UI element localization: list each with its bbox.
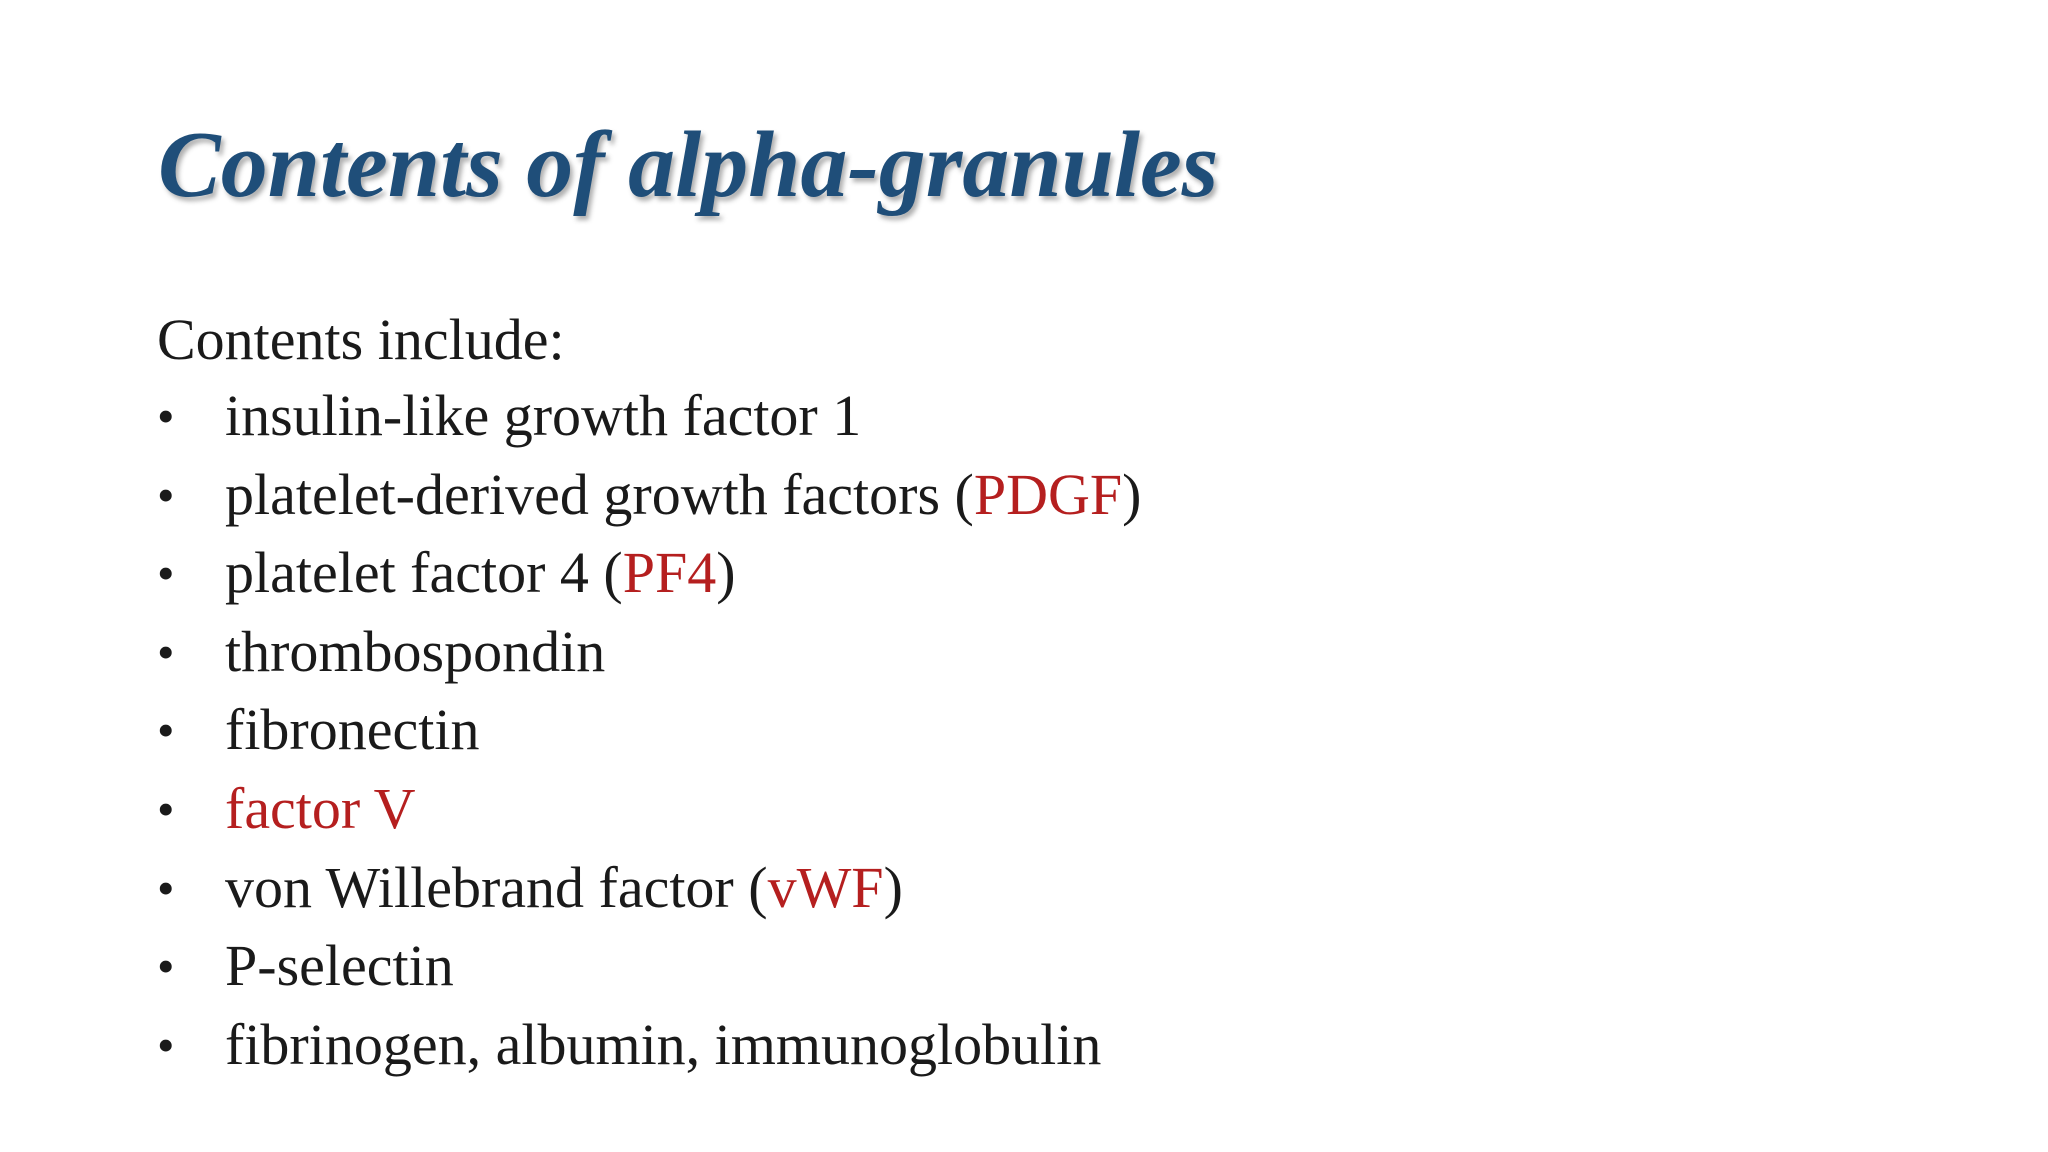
bullet-text bbox=[225, 775, 416, 843]
bullet-icon: • bbox=[157, 859, 175, 916]
bullet-icon: • bbox=[157, 466, 175, 523]
text-segment: ) bbox=[883, 854, 903, 920]
slide-title: Contents of alpha-granules bbox=[158, 113, 1219, 217]
bullet-icon: • bbox=[157, 938, 175, 995]
text-segment: insulin-like growth factor 1 bbox=[225, 383, 862, 448]
intro-text: Contents include: bbox=[157, 307, 565, 372]
text-segment: platelet-derived growth factors ( bbox=[225, 461, 974, 527]
text-segment: fibrinogen, albumin, immunoglobulin bbox=[225, 1011, 1102, 1077]
bullet-text bbox=[225, 1011, 1101, 1079]
highlighted-term: PDGF bbox=[973, 461, 1123, 527]
bullet-text bbox=[225, 618, 605, 686]
bullet-icon: • bbox=[157, 780, 175, 837]
highlighted-term: vWF bbox=[767, 854, 884, 920]
bullet-text bbox=[225, 382, 861, 450]
bullet-text bbox=[225, 539, 736, 607]
highlighted-term: factor V bbox=[225, 775, 416, 841]
text-segment: thrombospondin bbox=[225, 618, 606, 684]
text-segment: P-selectin bbox=[225, 933, 454, 999]
bullet-text bbox=[225, 932, 454, 1000]
text-segment: ) bbox=[716, 540, 736, 606]
bullet-icon: • bbox=[157, 388, 175, 444]
highlighted-term: PF4 bbox=[622, 540, 717, 606]
bullet-icon: • bbox=[157, 702, 175, 759]
bullet-text bbox=[225, 854, 903, 922]
text-segment: platelet factor 4 ( bbox=[225, 540, 623, 606]
text-segment: ) bbox=[1122, 461, 1142, 527]
bullet-icon: • bbox=[157, 1016, 175, 1073]
bullet-text bbox=[225, 461, 1141, 529]
text-segment: fibronectin bbox=[225, 697, 480, 763]
bullet-text bbox=[225, 696, 479, 764]
bullet-icon: • bbox=[157, 545, 175, 602]
bullet-icon: • bbox=[157, 623, 175, 680]
text-segment: von Willebrand factor ( bbox=[225, 854, 768, 920]
